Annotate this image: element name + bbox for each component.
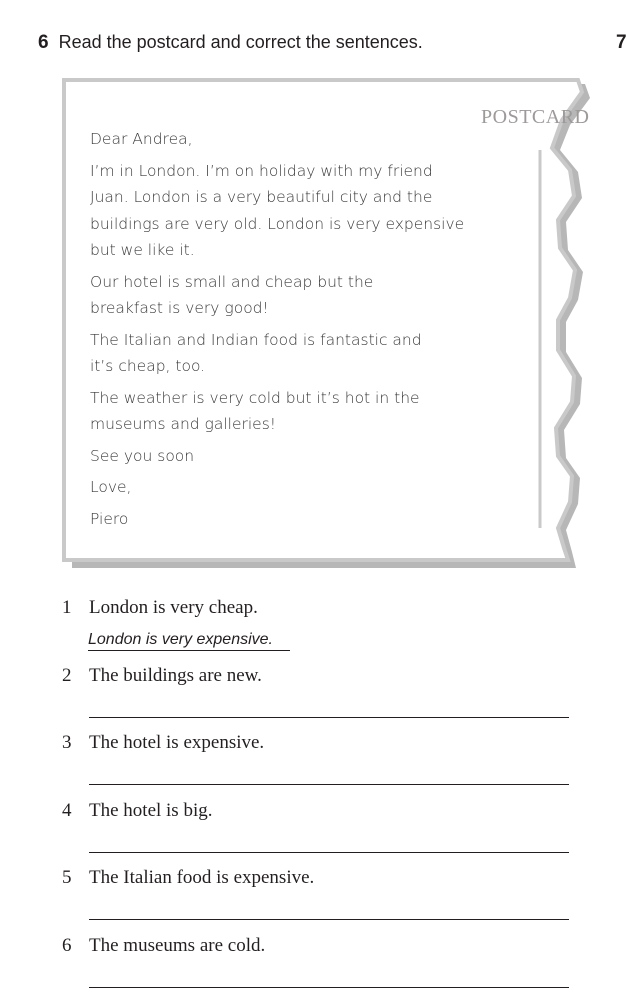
- letter-line: breakfast is very good!: [90, 299, 269, 317]
- letter-paragraph: [90, 474, 510, 501]
- answer-example: London is very expensive.: [88, 630, 290, 651]
- letter-line: buildings are very old. London is very expensive: [90, 214, 465, 233]
- letter-line: Piero: [90, 509, 129, 528]
- letter-line: Our hotel is small and cheap but the: [90, 272, 374, 291]
- question-text: The buildings are new.: [89, 664, 262, 686]
- postcard-title: POSTCARD: [481, 106, 590, 128]
- exercise-instruction: Read the postcard and correct the sentences.: [58, 32, 423, 52]
- letter-paragraph: [90, 158, 510, 264]
- question-number: 3: [62, 732, 72, 754]
- letter-line: Dear Andrea,: [90, 130, 193, 148]
- answer-line[interactable]: [89, 987, 569, 988]
- exercise-number: 6: [38, 32, 49, 53]
- question-item: [62, 867, 582, 935]
- postcard-letter: [90, 126, 510, 537]
- letter-line: museums and galleries!: [90, 415, 276, 433]
- answer-line[interactable]: [89, 784, 569, 785]
- letter-paragraph: [90, 126, 510, 153]
- answer-line[interactable]: [89, 852, 569, 853]
- question-text: The hotel is expensive.: [89, 732, 265, 754]
- question-text: The Italian food is expensive.: [89, 867, 315, 889]
- answer-line[interactable]: [89, 919, 569, 920]
- question-item: [62, 665, 582, 733]
- letter-line: See you soon: [90, 446, 195, 465]
- question-item: [62, 597, 582, 665]
- letter-line: Love,: [90, 478, 132, 496]
- question-text: The museums are cold.: [89, 934, 266, 956]
- question-item: [62, 935, 582, 1003]
- letter-paragraph: [90, 443, 510, 470]
- question-number: 1: [62, 597, 72, 618]
- letter-paragraph: [90, 269, 510, 322]
- question-number: 2: [62, 664, 72, 686]
- answer-line[interactable]: [89, 717, 569, 718]
- letter-paragraph: [90, 385, 510, 438]
- question-item: [62, 800, 582, 868]
- question-item: [62, 732, 582, 800]
- question-list: [62, 597, 582, 1003]
- letter-line: The weather is very cold but it’s hot in the: [90, 388, 420, 407]
- letter-line: The Italian and Indian food is fantastic and: [90, 330, 422, 349]
- letter-line: Juan. London is a very beautiful city and the: [90, 188, 433, 206]
- letter-line: it’s cheap, too.: [90, 357, 206, 375]
- letter-line: but we like it.: [90, 241, 195, 259]
- question-text: London is very cheap.: [89, 597, 258, 618]
- question-number: 4: [62, 799, 72, 821]
- letter-line: I’m in London. I’m on holiday with my friend: [90, 161, 433, 180]
- question-text: The hotel is big.: [89, 799, 213, 821]
- letter-paragraph: [90, 506, 510, 533]
- question-number: 5: [62, 867, 72, 889]
- letter-paragraph: [90, 327, 510, 380]
- question-number: 6: [62, 934, 72, 956]
- next-exercise-number: 7: [616, 32, 627, 53]
